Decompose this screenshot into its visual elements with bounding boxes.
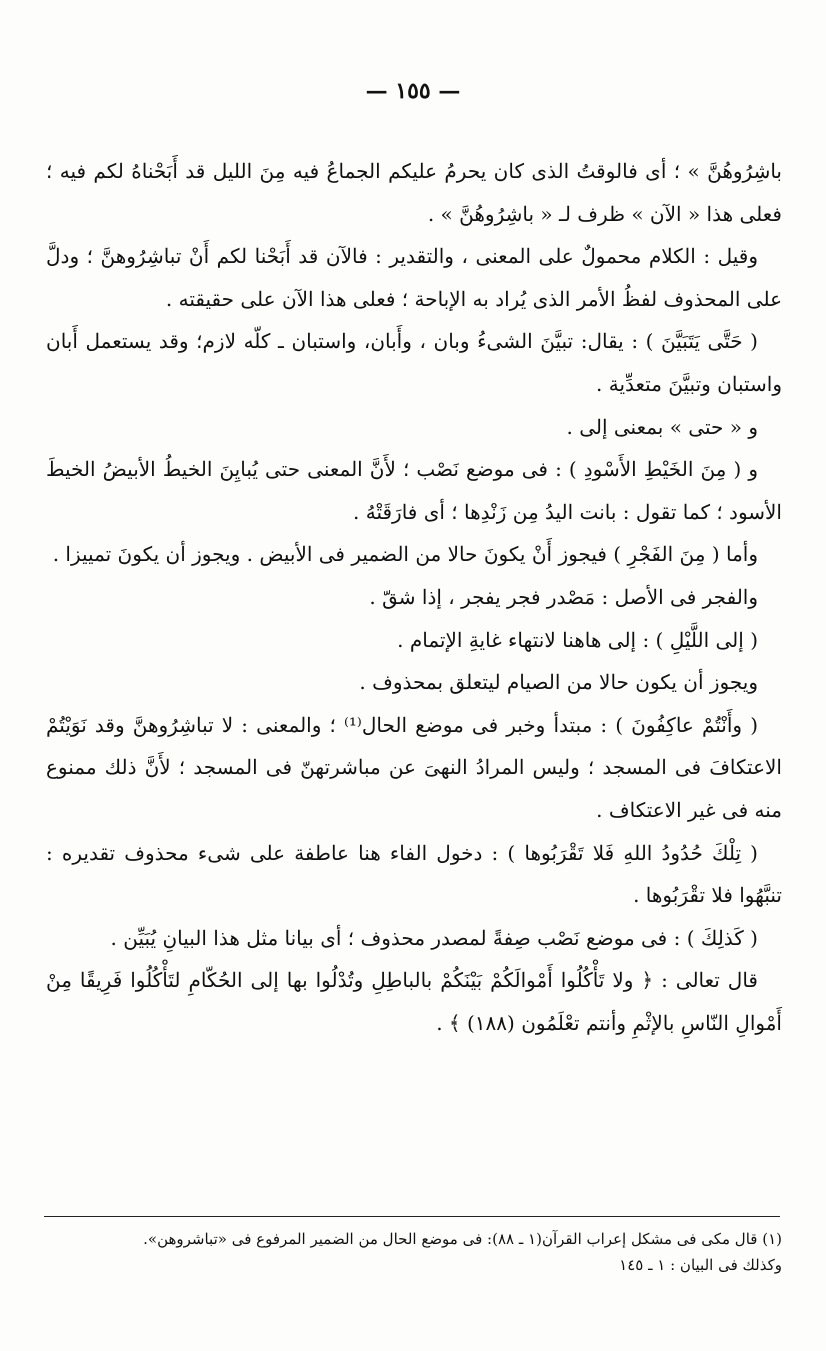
page-number: — ١٥٥ — [365,78,461,104]
paragraph: ( كَذلِكَ ) : فى موضع نَصْب صِفةً لمصدر محذوف ؛ أى بيانا مثل هذا البيانِ يُبَيِّن . [110,925,758,950]
paragraph: وقيل : الكلام محمولٌ على المعنى ، والتقدير : فالآن قد أَبَحْنا لكم أَنْ تباشِرُوهنَّ ؛ ودلَّ على المحذوف لفظُ الأمر الذى يُراد به الإباحة ؛ فعلى هذا الآن على حقيقته . [46,244,782,311]
main-text [46,150,782,1044]
paragraph: و ( مِنَ الخَيْطِ الأَسْودِ ) : فى موضع نَصْب ؛ لأَنَّ المعنى حتى يُبايِنَ الخيطُ الأبيضُ الخيطَ الأسود ؛ كما تقول : بانت اليدُ مِن زَنْدِها ؛ أى فارَقَتْهُ . [46,457,782,524]
paragraph: ( إلى اللَّيْلِ ) : إلى هاهنا لانتهاء غايةِ الإتمام . [397,627,758,652]
paragraph: والفجر فى الأصل : مَصْدر فجر يفجر ، إذا شقّ . [369,584,758,609]
paragraph: و « حتى » بمعنى إلى . [566,414,758,439]
footnote: وكذلك فى البيان : ١ ـ ١٤٥ [619,1256,782,1274]
footnote-divider [44,1216,780,1217]
footnotes [46,1226,782,1278]
paragraph: ويجوز أن يكون حالا من الصيام ليتعلق بمحذوف . [359,670,758,695]
paragraph: ( حَتَّى يَتَبَيَّنَ ) : يقال: تبيَّنَ الشىءُ وبان ، وأَبان، واستبان ـ كلّه لازم؛ وقد يستعمل أَبان واستبان وتبيَّنَ متعدِّية . [46,329,782,396]
paragraph: وأما ( مِنَ الفَجْرِ ) فيجوز أَنْ يكونَ حالا من الضمير فى الأبيض . ويجوز أن يكونَ تمييزا . [52,542,758,567]
footnote: (١) قال مكى فى مشكل إعراب القرآن(١ ـ ٨٨): فى موضع الحال من الضمير المرفوع فى «تباشروهن». [143,1230,782,1248]
paragraph: باشِرُوهُنَّ » ؛ أى فالوقتُ الذى كان يحرمُ عليكم الجماعُ فيه مِنَ الليل قد أَبَحْناهُ لكم فيه ؛ فعلى هذا « الآن » ظرف لـ « باشِرُوهُنَّ » . [46,159,782,226]
paragraph: ( وأَنْتُمْ عاكِفُونَ ) : مبتدأ وخبر فى موضع الحال⁽¹⁾ ؛ والمعنى : لا تباشِرُوهنَّ وقد نَوَيْتُمْ الاعتكافَ فى المسجد ؛ وليس المرادُ النهىَ عن مباشرتهنّ فى المسجد ؛ لأَنَّ ذلك ممنوع منه فى غير الاعتكاف . [46,712,782,822]
paragraph: ( تِلْكَ حُدُودُ اللهِ فَلا تَقْرَبُوها ) : دخول الفاء هنا عاطفة على شىء محذوف تقديره : تنبَّهُوا فلا تقْرَبُوها . [46,840,782,908]
paragraph: قال تعالى : ﴿ ولا تَأْكُلُوا أَمْوالَكُمْ بَيْنَكُمْ بالباطِلِ وتُدْلُوا بها إلى الحُكّامِ لتَأْكُلُوا فَرِيقًا مِنْ أَمْوالِ النّاسِ بالإثْمِ وأنتم تعْلَمُون (١٨٨) ﴾ . [46,968,782,1035]
